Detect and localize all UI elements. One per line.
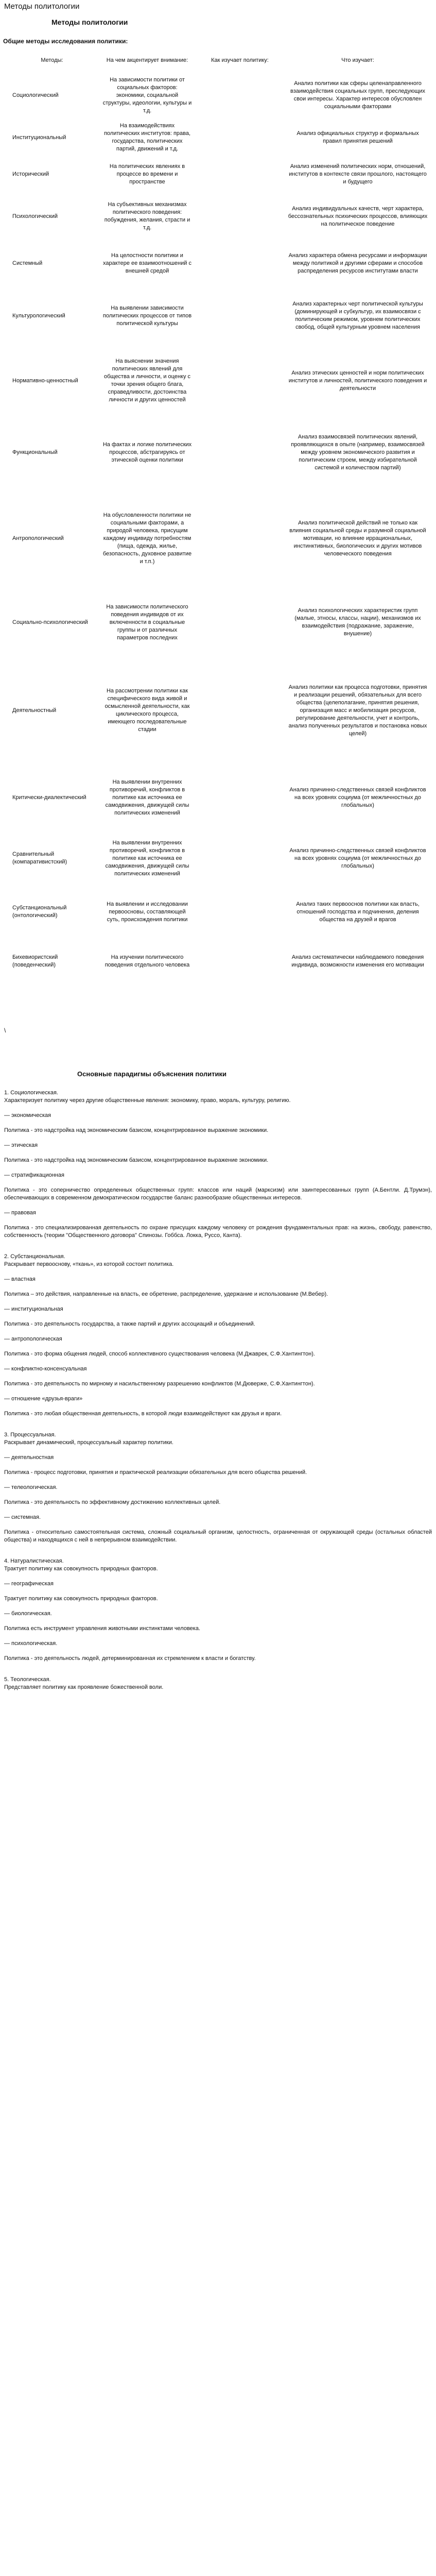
method-cell: Функциональный — [12, 449, 58, 455]
what-cell: Анализ индивидуальных качеств, черт характера, бессознательных психических процессов, влияющих на политическое поведение — [288, 205, 428, 227]
what-cell: Анализ систематически наблюдаемого поведения индивида, возможности изменения его мотивации — [291, 954, 424, 968]
what-cell: Анализ официальных структур и формальных правил принятия решений — [297, 130, 419, 144]
section-title: Методы политологии — [51, 18, 128, 26]
how-cell — [194, 345, 286, 417]
method-cell: Сравнительный (компаративистский) — [12, 851, 67, 865]
focus-cell: На целостности политики и характере ее взаимоотношений с внешней средой — [103, 252, 191, 274]
what-cell: Анализ причинно-следственных связей конфликтов на всех уровнях социума (от межличностных до глобальных) — [289, 847, 426, 869]
how-cell — [194, 488, 286, 589]
paradigm-line: — системная. — [4, 1514, 41, 1520]
paradigm-line: — стратификационная — [4, 1172, 64, 1178]
paradigm-line: Представляет политику как проявление божественной воли. — [4, 1684, 164, 1690]
paradigm-line: Политика – это действия, направленные на власть, ее обретение, распределение, удержание и использование (М.Вебер). — [4, 1291, 328, 1297]
paradigm-line: Трактует политику как совокупность природных факторов. — [4, 1566, 158, 1572]
paradigms-list — [4, 1089, 432, 1691]
paradigm-title: 1. Социологическая. — [4, 1090, 58, 1096]
focus-cell: На рассмотрении политики как специфического вида живой и осмысленной деятельности, как циклического процесса, имеющего последовательные стадии — [104, 688, 190, 733]
header-methods: Методы: — [41, 57, 63, 63]
header-focus: На чем акцентирует внимание: — [106, 57, 188, 63]
method-cell: Критически-диалектический — [12, 794, 86, 801]
paradigm-line: Трактует политику как совокупность природных факторов. — [4, 1596, 158, 1602]
what-cell: Анализ таких первооснов политики как власть, отношений господства и подчинения, деления общества на друзей и врагов — [296, 901, 420, 923]
method-cell: Системный — [12, 260, 43, 266]
focus-cell: На субъективных механизмах политического поведения: побуждения, желания, страсти и т.д. — [104, 201, 190, 231]
what-cell: Анализ характерных черт политической культуры (доминирующей и субкультур, их взаимосвязи с политическим режимом, уровнем политических свобод, общей культурным уровнем населения — [292, 301, 423, 330]
paradigm-line: — конфликтно-консенсуальная — [4, 1366, 87, 1372]
paradigm-block — [4, 1089, 432, 1240]
table-row — [3, 589, 429, 656]
paradigm-block — [4, 1431, 432, 1544]
method-cell: Субстанциональный (онтологический) — [12, 905, 67, 919]
paradigm-title: 5. Теологическая. — [4, 1676, 51, 1683]
how-cell — [194, 240, 286, 287]
paradigm-title: 2. Субстанциональная. — [4, 1253, 65, 1260]
table-row — [3, 71, 429, 120]
method-cell: Деятельностный — [12, 707, 57, 714]
paradigm-line: Политика - это надстройка над экономическим базисом, концентрированное выражение экономики. — [4, 1127, 269, 1133]
how-cell — [194, 765, 286, 830]
header-what: Что изучает: — [341, 57, 374, 63]
method-cell: Культурологический — [12, 312, 65, 319]
paradigm-title: 3. Процессуальная. — [4, 1432, 56, 1438]
method-cell: Исторический — [12, 171, 49, 177]
focus-cell: На взаимодействиях политических институтов: права, государства, политических партий, движений и т.д. — [103, 123, 191, 152]
paradigm-line: Характеризует политику через другие общественные явления: экономику, право, мораль, культуру, религию. — [4, 1097, 291, 1104]
method-cell: Социологический — [12, 92, 59, 98]
focus-cell: На выявлении внутренних противоречий, конфликтов в политике как источника ее самодвижения, движущей силы политических изменений — [105, 778, 189, 816]
paradigm-title: 4. Натуралистическая. — [4, 1558, 64, 1564]
how-cell — [194, 887, 286, 937]
paradigm-line: Раскрывает первооснову, «ткань», из которой состоит политика. — [4, 1261, 174, 1267]
focus-cell: На обусловленности политики не социальными факторами, а природой человека, присущим каждому индивиду потребностям (пища, одежда, жилье, безопасность, духовное развитие и т.п.) — [102, 512, 192, 565]
method-cell: Антропологический — [12, 535, 64, 541]
paradigm-line: Политика - это надстройка над экономическим базисом, концентрированное выражение экономики. — [4, 1157, 269, 1163]
table-row — [3, 193, 429, 240]
table-row — [3, 488, 429, 589]
document-title: Методы политологии — [4, 2, 80, 11]
how-cell — [194, 155, 286, 193]
how-cell — [194, 589, 286, 656]
table-row — [3, 345, 429, 417]
how-cell — [194, 120, 286, 155]
what-cell: Анализ характера обмена ресурсами и информации между политикой и другими сферами и способов распределения ресурсов институтами власти — [288, 252, 427, 274]
focus-cell: На зависимости политики от социальных факторов: экономики, социальной структуры, идеологии, культуры и т.д. — [102, 76, 192, 114]
what-cell: Анализ политической действий не только как влияния социальной среды и разумной социальной мотивации, но влияние иррациональных, инстинктивных, биологических и других мотивов человеческого поведения — [289, 519, 426, 557]
focus-cell: На выявлении и исследовании первоосновы, составляющей суть, происхождения политики — [107, 901, 188, 923]
paradigm-line: — этическая — [4, 1142, 38, 1148]
paradigm-line: Политика есть инструмент управления животными инстинктами человека. — [4, 1625, 201, 1632]
header-how: Как изучает политику: — [211, 57, 269, 63]
what-cell: Анализ психологических характеристик групп (малые, этносы, классы, нации), механизмов их взаимодействия (подражание, заражение, внушение) — [294, 607, 421, 637]
table-row — [3, 830, 429, 887]
how-cell — [194, 937, 286, 986]
paradigm-line: Политика - это специализированная деятельность по охране присущих каждому человеку от рождения фундаментальных прав: на жизнь, свободу, равенство, собственность (теории "Общественного договора" Спинозы. Гоббса. Локка, Руссо, Канта). — [4, 1225, 432, 1239]
what-cell: Анализ причинно-следственных связей конфликтов на всех уровнях социума (от межличностных до глобальных) — [289, 786, 426, 808]
focus-cell: На зависимости политического поведения индивидов от их включенности в социальные группы и от различных параметров последних — [106, 603, 188, 641]
paradigm-line: — властная — [4, 1276, 36, 1282]
table-header-row — [3, 50, 429, 71]
what-cell: Анализ этических ценностей и норм политических институтов и личностей, политического поведения и деятельности — [288, 369, 427, 392]
how-cell — [194, 71, 286, 120]
how-cell — [194, 656, 286, 765]
focus-cell: На политических явлениях в процессе во времени и пространстве — [109, 163, 185, 185]
paradigm-block — [4, 1253, 432, 1418]
focus-cell: На фактах и логике политических процессов, абстрагируясь от этической оценки политики — [102, 441, 192, 463]
paradigm-line: — антропологическая — [4, 1336, 62, 1342]
paradigm-line: — отношение «друзья-враги» — [4, 1396, 83, 1402]
how-cell — [194, 830, 286, 887]
method-cell: Социально-психологический — [12, 619, 88, 625]
paradigm-block — [4, 1676, 432, 1691]
table-row — [3, 765, 429, 830]
table-row — [3, 656, 429, 765]
paradigm-line: — телеологическая. — [4, 1484, 58, 1490]
paradigm-line: Политика - процесс подготовки, принятия и практической реализации обязательных для всего общества решений. — [4, 1469, 307, 1476]
paradigm-line: Политика - это форма общения людей, способ коллективного существования человека (М.Джаврек, С.Ф.Хантингтон). — [4, 1351, 315, 1357]
how-cell — [194, 417, 286, 488]
paradigm-line: Политика - это деятельность по мирному и насильственному разрешению конфликтов (М.Дюверже, С.Ф.Хантингтон). — [4, 1381, 315, 1387]
paradigm-line: — институциональная — [4, 1306, 63, 1312]
paradigm-line: Политика - это деятельность государства, а также партий и других ассоциаций и объединений. — [4, 1321, 255, 1327]
paradigm-line: Политика - это соперничество определенных общественных групп: классов или наций (марксизм) или заинтересованных групп (А.Бентли. Д.Трумэн), обеспечивающих в современном демократическом государстве баланс разнообразие общественных интересов. — [4, 1187, 432, 1201]
paradigm-line: Политика - это любая общественная деятельность, в которой люди взаимодействуют как друзья и враги. — [4, 1411, 282, 1417]
table-row — [3, 287, 429, 345]
paradigm-block — [4, 1557, 432, 1663]
paradigm-line: — биологическая. — [4, 1611, 52, 1617]
table-row — [3, 155, 429, 193]
focus-cell: На выявлении зависимости политических процессов от типов политической культуры — [102, 304, 192, 327]
paradigm-line: — географическая — [4, 1581, 54, 1587]
how-cell — [194, 193, 286, 240]
what-cell: Анализ изменений политических норм, отношений, институтов в контексте связи прошлого, настоящего и будущего — [289, 163, 427, 185]
paradigm-line: — психологическая. — [4, 1640, 58, 1647]
method-cell: Институциональный — [12, 134, 66, 141]
focus-cell: На изучении политического поведения отдельного человека — [104, 954, 190, 968]
methods-heading: Общие методы исследования политики: — [3, 38, 128, 45]
table-row — [3, 417, 429, 488]
paradigms-title: Основные парадигмы объяснения политики — [77, 1070, 226, 1078]
paradigm-line: Раскрывает динамический, процессуальный характер политики. — [4, 1439, 173, 1446]
methods-table — [3, 50, 429, 986]
paradigm-line: Политика - это деятельность по эффективному достижению коллективных целей. — [4, 1499, 221, 1505]
table-row — [3, 120, 429, 155]
focus-cell: На выяснении значения политических явлений для общества и личности, и оценку с точки зрения общего блага, справедливости, достоинства личности и других ценностей — [103, 358, 191, 403]
table-row — [3, 240, 429, 287]
paradigm-line: — правовая — [4, 1210, 36, 1216]
method-cell: Бихевиористский (поведенческий) — [12, 954, 58, 968]
table-row — [3, 887, 429, 937]
what-cell: Анализ политики как сферы целенаправленного взаимодействия социальных групп, преследующих свои интересы. Характер интересов обусловлен социальными факторами — [290, 80, 426, 110]
paradigm-line: — экономическая — [4, 1112, 51, 1118]
paradigm-line: Политика - относительно самостоятельная система, сложный социальный организм, целостность, ограниченная от окружающей среды (остальных областей общества) и находящихся с ней в непрерывном взаимодействии. — [4, 1529, 432, 1543]
separator-mark: \ — [4, 1027, 6, 1034]
method-cell: Психологический — [12, 213, 58, 219]
what-cell: Анализ политики как процесса подготовки, принятия и реализации решений, обязательных для всего общества (целеполагание, принятия решения, организация масс и мобилизация ресурсов, регулирование деятельности, учет и контроль, анализ полученных результатов и постановка новых целей) — [288, 684, 427, 737]
focus-cell: На выявлении внутренних противоречий, конфликтов в политике как источника ее самодвижения, движущей силы политических изменений — [105, 839, 189, 877]
paradigm-line: Политика - это деятельность людей, детерминированная их стремлением к власти и богатству. — [4, 1655, 256, 1662]
table-row — [3, 937, 429, 986]
paradigm-line: — деятельностная — [4, 1454, 54, 1461]
methods-table-body — [3, 71, 429, 986]
method-cell: Нормативно-ценностный — [12, 377, 78, 384]
what-cell: Анализ взаимосвязей политических явлений, проявляющихся в опыте (например, взаимосвязей между уровнем экономического развития и политическим строем, между избирательной системой и количеством партий) — [291, 433, 425, 471]
how-cell — [194, 287, 286, 345]
